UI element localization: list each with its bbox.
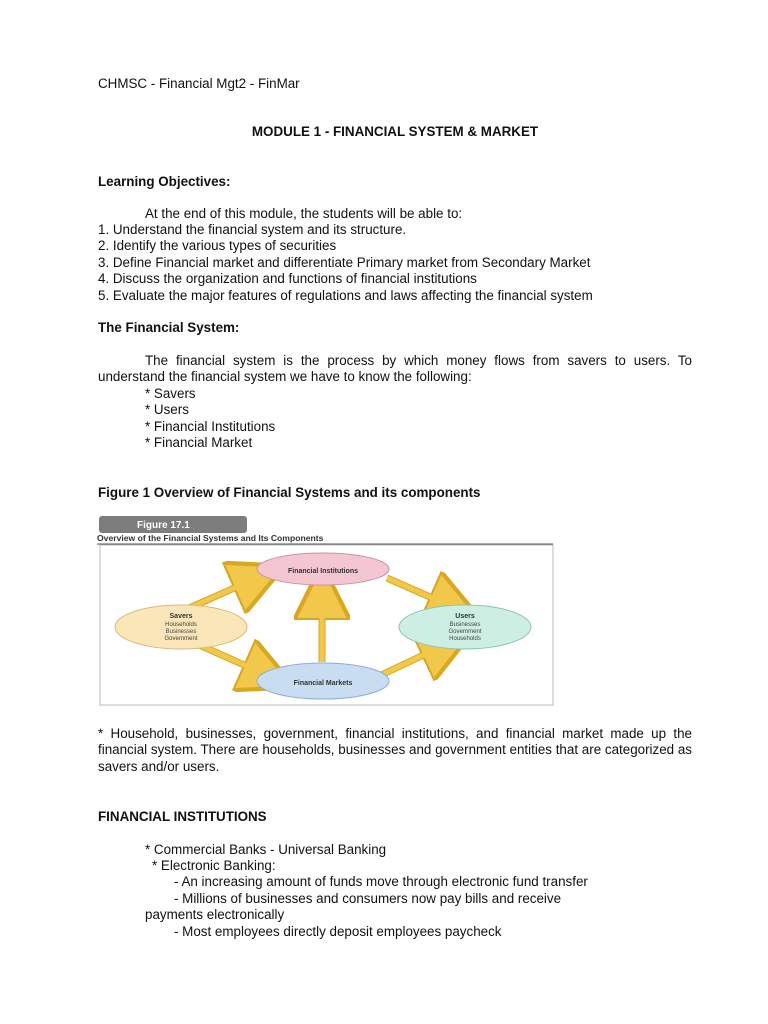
objective-item: 5. Evaluate the major features of regulations and laws affecting the financial system — [98, 288, 593, 303]
document-header: CHMSC - Financial Mgt2 - FinMar — [98, 76, 300, 91]
node-savers-line: Households — [165, 622, 197, 628]
institution-item: * Commercial Banks - Universal Banking — [145, 842, 387, 857]
figure-tab-label: Figure 17.1 — [137, 520, 190, 531]
institution-detail: - An increasing amount of funds move through electronic fund transfer — [174, 874, 588, 889]
node-financial-markets-label: Financial Markets — [293, 680, 353, 687]
component-bullet: * Savers — [145, 386, 196, 401]
figure-caption: Figure 1 Overview of Financial Systems and its components — [98, 485, 481, 500]
objectives-intro: At the end of this module, the students will be able to: — [145, 206, 463, 221]
component-bullet: * Financial Institutions — [145, 419, 276, 434]
module-title: MODULE 1 - FINANCIAL SYSTEM & MARKET — [251, 124, 539, 139]
institution-detail: - Millions of businesses and consumers now pay bills and receive — [174, 891, 562, 906]
node-users-line: Businesses — [449, 622, 481, 628]
figure-note: * Household, businesses, government, financial institutions, and financial market made up the financial system. There are households, businesses and government entities that are categorized as savers and/or users. — [98, 726, 692, 774]
node-savers-line: Businesses — [165, 629, 197, 635]
node-financial-institutions-label: Financial Institutions — [287, 568, 359, 575]
institution-detail: - Most employees directly deposit employees paycheck — [174, 924, 502, 939]
objective-item: 4. Discuss the organization and functions of financial institutions — [98, 271, 477, 286]
objective-item: 2. Identify the various types of securities — [98, 238, 337, 253]
node-users-title: Users — [455, 613, 475, 620]
node-savers-title: Savers — [169, 613, 193, 620]
component-bullet: * Financial Market — [145, 435, 253, 450]
node-users-line: Households — [449, 636, 481, 642]
institutions-heading: FINANCIAL INSTITUTIONS — [98, 809, 267, 824]
institution-subitem: * Electronic Banking: — [152, 858, 276, 873]
objective-item: 1. Understand the financial system and its structure. — [98, 222, 407, 237]
objective-item: 3. Define Financial market and differentiate Primary market from Secondary Market — [98, 255, 591, 270]
institution-detail-continued: payments electronically — [145, 907, 285, 922]
node-users-line: Government — [448, 629, 482, 635]
component-bullet: * Users — [145, 402, 189, 417]
financial-system-paragraph: The financial system is the process by which money flows from savers to users. To understand the financial system we have to know the following: — [98, 353, 692, 385]
financial-system-heading: The Financial System: — [98, 320, 240, 335]
figure-title: Overview of the Financial Systems and Its Components — [97, 533, 324, 543]
objectives-heading: Learning Objectives: — [98, 174, 231, 189]
financial-system-figure — [97, 514, 557, 710]
node-savers-line: Government — [164, 636, 198, 642]
